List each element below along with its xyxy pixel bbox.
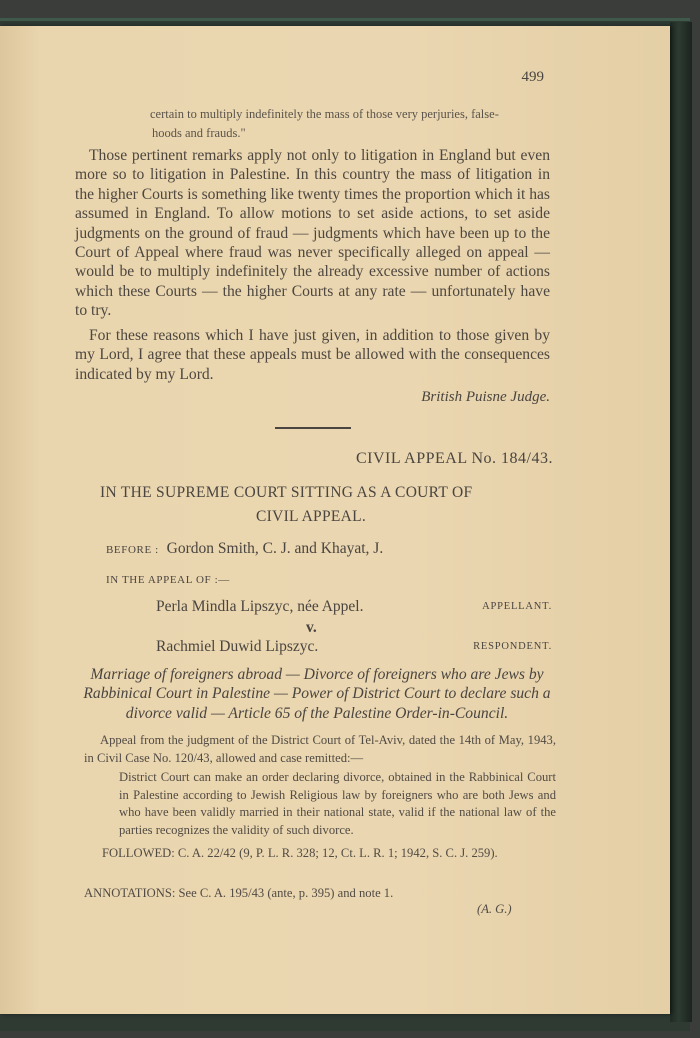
holding: District Court can make an order declaring divorce, obtained in the Rabbinical Court in Palestine according to Jewish Religious law by foreigners who are both Jews and who have been validly married in their national state, valid if the national law of the parties recognizes the validity of such divorce. (119, 770, 556, 837)
court-heading-line-1: IN THE SUPREME COURT SITTING AS A COURT OF (100, 484, 473, 501)
paragraph-1: Those pertinent remarks apply not only to litigation in England but even more so to litigation in Palestine. In this country the mass of litigation in the higher Courts is something like twenty times the proportion which it has assumed in England. To allow motions to set aside actions, to set aside judgments on the ground of fraud — judgments which have been up to the Court of Appeal where fraud was never specifically alleged on appeal — would be to multiply indefinitely the already excessive number of actions which these Courts — the higher Courts at any rate — unfortunately have to try. (75, 147, 550, 320)
appellant-name: Perla Mindla Lipszyc, née Appel. (156, 598, 364, 615)
annotations: ANNOTATIONS: See C. A. 195/43 (ante, p. 395) and note 1. (84, 886, 394, 900)
headnote: Marriage of foreigners abroad — Divorce of foreigners who are Jews by Rabbinical Court in Palestine — Power of District Court to declare such a divorce valid — Article 65 of the Palestine Order-in-Council. (83, 666, 551, 722)
before-label: BEFORE : (106, 544, 159, 556)
book-cover-edge (670, 22, 692, 1022)
reporter-initials: (A. G.) (477, 902, 512, 916)
before-line (106, 540, 383, 558)
quote-line-1: certain to multiply indefinitely the mass of those very perjuries, false- (150, 107, 499, 121)
appellant-role: APPELLANT. (482, 601, 552, 612)
versus: v. (306, 619, 317, 636)
judge-signature: British Puisne Judge. (421, 389, 550, 405)
in-appeal-of-label: IN THE APPEAL OF :— (106, 574, 230, 586)
appeal-from: Appeal from the judgment of the District Court of Tel-Aviv, dated the 14th of May, 1943, in Civil Case No. 120/43, allowed and case remitted:— (84, 733, 556, 765)
book-page (0, 26, 670, 1014)
page-number: 499 (521, 69, 544, 85)
appeal-number: CIVIL APPEAL No. 184/43. (355, 450, 553, 467)
quote-line-2: hoods and frauds." (152, 126, 246, 140)
respondent-role: RESPONDENT. (473, 641, 552, 652)
before-judges: Gordon Smith, C. J. and Khayat, J. (166, 540, 384, 557)
respondent-name: Rachmiel Duwid Lipszyc. (156, 638, 319, 655)
court-heading-line-2: CIVIL APPEAL. (256, 508, 367, 525)
section-divider (275, 427, 351, 429)
followed-citation: FOLLOWED: C. A. 22/42 (9, P. L. R. 328; 12, Ct. L. R. 1; 1942, S. C. J. 259). (102, 846, 498, 860)
paragraph-2: For these reasons which I have just given, in addition to those given by my Lord, I agree that these appeals must be allowed with the consequences indicated by my Lord. (75, 327, 550, 383)
